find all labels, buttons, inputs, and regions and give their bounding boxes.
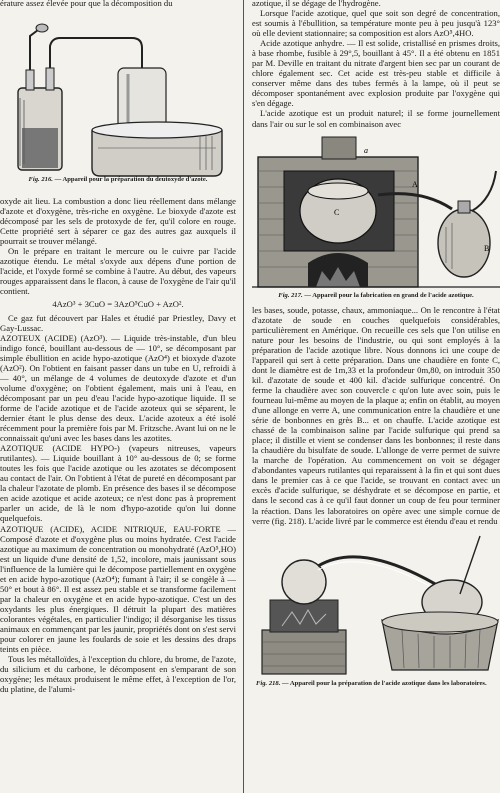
deutoxyde-apparatus-illustration (0, 8, 236, 186)
right-paragraph-2: Acide azotique anhydre. — Il est solide, cristallisé en prismes droits, à base rhombe, fusible à 29°,5, bouillant à 45°. Il a été obtenu en 1851 par M. Deville en traitant du nitrate d'argent bien sec par un courant de chlore également sec. Cet acide est très-peu stable et difficile à conserver même dans des tubes fermés à la lampe, où il peut se décomposer spontanément avec explosion produite par l'oxygène qui s'en dégage. (252, 38, 500, 109)
left-top-line: érature assez élevée pour que la décomposition du (0, 0, 173, 8)
entry-azoteux: AZOTEUX (ACIDE) (AzO³). — Liquide très-instable, d'un bleu indigo foncé, bouillant au-dessous de — 10°, se décomposant par simple ébullition en acide hypo-azotique (AzO⁴) et bioxyde d'azote (AzO²). On l'obtient en faisant passer dans un tube en U, refroidi à — 40°, un mélange de 4 volumes de deutoxyde d'azote et d'un volume d'oxygène; on l'obtient également, mais uni à l'eau, en décomposant par un peu d'eau l'acide hypo-azotique liquide. Il se forme de l'acide azotique et de l'acide azoteux qui se séparent, le dernier étant le plus dense des deux. L'acide azoteux a été isolé récemment pour la première fois par M. Fritzsche. Avant lui on ne le connaissait qu'uni avec les bases dans les azotites. (0, 332, 236, 444)
fig217-label-a: a (364, 145, 368, 155)
entry-azotique: AZOTIQUE (ACIDE), ACIDE NITRIQUE, EAU-FORTE — Composé d'azote et d'oxygène plus ou moins hydratée. C'est l'acide azotique au maximum de concentration ou monohydraté (AzO⁵,HO) est un liquide d'une densité de 1,52, incolore, mais jaunissant sous l'influence de la lumière qui le décompose partiellement en oxygène et en acide hypo-azotique (AzO⁴); fumant à l'air; il se congèle à — 50° et bout à 86°. Il est assez peu stable et se transforme facilement par la chaleur en oxygène et en acide hypo-azotique. C'est un des oxydants les plus énergiques. Il détruit la plupart des matières colorantes végétales, en particulier l'indigo; il désorganise les tissus animaux en commençant par les jaunir, propriétés dont on s'est servi pour colorer en jaune les foulards de soie et les dessins des draps teints en pièce. (0, 523, 236, 655)
left-paragraph-3: Ce gaz fut découvert par Hales et étudié par Priestley, Davy et Gay-Lussac. (0, 312, 236, 333)
fig217-label-C: C (334, 207, 340, 217)
right-column (252, 0, 500, 700)
right-paragraph-1: Lorsque l'acide azotique, quel que soit son degré de concentration, est soumis à l'ébullition, sa température monte peu à peu jusqu'à 123° où elle devient stationnaire; sa composition est alors AzO⁵,4HO. (252, 8, 500, 39)
figure-216-caption (0, 176, 236, 184)
figure-218-caption-text: — Appareil pour la préparation de l'acide azotique dans les laboratoires. (282, 679, 487, 687)
figure-216 (0, 8, 236, 186)
figure-216-caption-text: — Appareil pour la préparation du deutoxyde d'azote. (54, 176, 208, 183)
figure-217-caption-text: — Appareil pour la fabrication en grand de l'acide azotique. (304, 291, 474, 299)
figure-218 (252, 530, 500, 700)
left-paragraph-7: Tous les métalloïdes, à l'exception du chlore, du brome, de l'azote, du silicium et du carbone, le décomposent en s'emparant de son oxygène; les métaux produisent le même effet, à l'exception de l'or, du platine, de l'alumi- (0, 654, 236, 695)
left-paragraph-1: oxyde ait lieu. La combustion a donc lieu réellement dans mélange d'azote et d'oxygène, très-riche en oxygène. Le bioxyde d'azote est décomposé par les sels de protoxyde de fer, qu'il colore en rouge. Cette propriété sert à séparer ce gaz des autres gaz auxquels il pourrait se trouver mélangé. (0, 196, 236, 247)
left-column (0, 0, 236, 694)
figure-218-caption (256, 680, 500, 688)
figure-216-number: Fig. 216. (28, 176, 53, 183)
right-paragraph-3: L'acide azotique est un produit naturel; il se forme journellement dans l'air ou sur le sol en combinaison avec (252, 108, 500, 129)
figure-217-caption (252, 292, 500, 300)
figure-217 (252, 131, 500, 303)
fig217-label-B: B (484, 243, 490, 253)
equation: 4AzO³ + 3CuO = 3AzO⁵CuO + AzO². (52, 299, 184, 310)
figure-218-number: Fig. 218. (256, 679, 281, 687)
fig217-label-A: A (412, 179, 418, 189)
figure-217-number: Fig. 217. (278, 291, 303, 299)
right-top-line: azotique, il se dégage de l'hydrogène. (252, 0, 381, 8)
right-paragraph-4: les bases, soude, potasse, chaux, ammoniaque... On le rencontre à l'état d'azotate de soude en couches quelquefois considérables, particulièrement en Amérique. On recueille ces sels que l'on utilise en nature pour les besoins de l'industrie, ou qui sont employés à la préparation de l'acide azotique libre. Nous donnons ici une coupe de l'appareil qui sert à cette préparation. Dans une chaudière en fonte C, dont le diamètre est de 1m,33 et la profondeur 0m,80, on introduit 350 kil. d'azotate de soude et 400 kil. d'acide sulfurique concentré. On ferme la chaudière avec son couvercle c qu'on lute avec soin, puis le fourneau lui-même au moyen de la plaque a; enfin on établit, au moyen d'une allonge en verre A, une communication entre la chaudière et une série de bonbonnes en grès B... et on chauffe. L'acide azotique est chassé de la combinaison saline par l'acide sulfurique qui prend sa place; il distille et vient se condenser dans les bonbonnes; il reste dans la chaudière du bisulfate de soude. L'allonge de verre permet de suivre la marche de l'opération. Au commencement on voit se dégager d'abondantes vapeurs rutilantes qui reparaissent à la fin et qui sont dues dans le premier cas à ce que l'acide, se trouvant en contact avec un excès d'acide sulfurique, se déshydrate et se décompose en partie, et dans le second cas à ce qu'il faut donner un coup de feu pour terminer la réaction. Dans les laboratoires on opère avec une simple cornue de verre (fig. 218). L'acide livré par le commerce est étendu d'eau et rendu (252, 304, 500, 526)
industrial-apparatus-illustration (252, 131, 500, 291)
left-paragraph-2: On le prépare en traitant le mercure ou le cuivre par l'acide azotique étendu. Le métal s'oxyde aux dépens d'une portion de l'acide, et l'oxyde formé se combine à l'autre. Au début, des vapeurs rouges apparaissent dans le flacon, à cause de l'oxygène de l'air qu'il contient. (0, 246, 236, 297)
entry-hypo-azotique: AZOTIQUE (ACIDE HYPO-) (vapeurs nitreuses, vapeurs rutilantes). — Liquide bouillant à 10° au-dessous de 0; se forme toutes les fois que l'acide azotique ou les azotates se décomposent au contact de l'air. On l'obtient à l'état de pureté en décomposant par la chaleur l'azotate de plomb. En présence des bases il se décompose en acide azotique et acide azoteux; ce n'est donc pas à proprement parler un acide, de là le nom d'hypo-azotide qu'on lui donne quelquefois. (0, 443, 236, 524)
laboratory-retort-illustration (252, 530, 500, 678)
column-rule (243, 0, 244, 793)
